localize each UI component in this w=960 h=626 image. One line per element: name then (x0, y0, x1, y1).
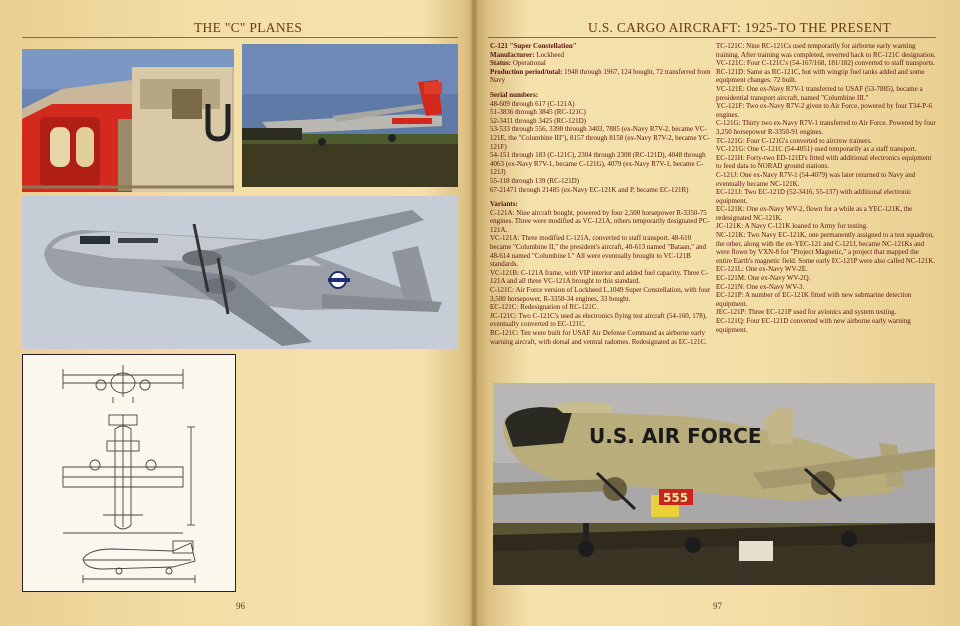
photo-aircraft-in-flight (22, 196, 458, 349)
text-column-right (716, 42, 936, 334)
variant-entry: EC-121M: One ex-Navy WV-2Q. (716, 274, 811, 283)
left-page-number: 96 (236, 601, 245, 611)
variants-list-left (490, 209, 712, 347)
variant-entry: RC-121C: Ten were built for USAF Air Defense Command as airborne early warning aircraft, with dorsal and ventral radomes. Redesignated as EC-121C. (490, 329, 707, 346)
fact-manufacturer: Manufacturer: Lockheed (490, 50, 564, 59)
left-header-rule (22, 37, 458, 38)
photo-aircraft-on-ramp (242, 44, 458, 187)
section-title: C-121 "Super Constellation" (490, 42, 577, 50)
serial-number-entry: 55-118 through 139 (RC-121D) (490, 176, 579, 185)
variant-entry: EC-121N: One ex-Navy WV-3. (716, 282, 805, 291)
variant-entry: VC-121C: Four C-121C's (54-167/168, 181/182) converted to staff transports. (716, 59, 935, 68)
serial-list (490, 100, 712, 195)
variant-entry: C-121A: Nine aircraft bought, powered by four 2,500 horsepower R-3350-75 engines. Three were modified as VC-121A, others temporarily designated PC-121A. (490, 208, 710, 234)
variant-entry: C-121G: Thirty two ex-Navy R7V-1 transferred to Air Force. Powered by four 3,250 horsepower R-3350-91 engines. (716, 119, 936, 136)
variant-entry: C-121J: One ex-Navy R7V-1 (54-4079) was later returned to Navy and eventually became NC-121K. (716, 170, 916, 188)
variant-entry: VC-121A: Three modified C-121A, converted to staff transport. 48-610 became "Columbine II," the president's aircraft, 48-613 named "Bataan," and 48-614 named "Columbine I." All were eventually brought to VC-121B standards. (490, 234, 707, 269)
variants-heading: Variants: (490, 200, 518, 209)
right-header-rule (488, 37, 936, 38)
variants-list-right (716, 42, 936, 334)
variant-entry: JEC-121P: Three EC-121P used for avionics and system testing. (716, 308, 897, 317)
serial-number-entry: 53-533 through 556, 3398 through 3403, 7885 (ex-Navy R7V-2, became VC-121E, the "Columbine III"), 8157 through 8158 (ex-Navy R7V-2, became YC-121F) (490, 125, 711, 151)
variant-entry: VC-121G: One C-121C (54-4051) used temporarily as a staff transport. (716, 145, 917, 154)
variant-entry: NC-121K: Two Navy EC-121K, one permanently assigned to a test squadron, the other, along with the ex-YEC-121 and C-121J, became NC-121Ks and were flown by VXN-8 for "Project Magnetic," a project that mapped the entire Earth's magnetic field. Some early EC-121P were also called NC-121K. (716, 231, 936, 265)
variant-entry: VC-121E: One ex-Navy R7V-1 transferred to USAF (53-7885), became a presidential transport aircraft, named "Columbine III." (716, 84, 923, 102)
right-page-header: U.S. CARGO AIRCRAFT: 1925-TO THE PRESENT (588, 20, 891, 35)
variant-entry: EC-121P: A number of EC-121K fitted with new submarine detection equipment. (716, 291, 912, 308)
text-column-left (490, 42, 712, 346)
variant-entry: EC-121H: Forty-two ED-121D's fitted with additional electronics equipment to feed data to NORAD ground stations. (716, 153, 932, 171)
serial-number-entry: 67-21471 through 21485 (ex-Navy EC-121K and P, became EC-121R) (490, 185, 689, 194)
variant-entry: EC-121Q: Four EC-121D converted with new airborne early warning equipment. (716, 317, 911, 334)
variant-entry: EC-121C: Redesignation of RC-121C. (490, 303, 599, 312)
variant-entry: EC-121J: Two EC-121D (52-3416, 55-137) with additional electronic equipment. (716, 188, 912, 205)
variant-entry: RC-121D: Same as RC-121C, but with wingtip fuel tanks added and some equipment changes. 72 built. (716, 67, 925, 85)
variant-entry: EC-121K: One ex-Navy WV-2, flown for a while as a YEC-121K, the redesignated NC-121K. (716, 205, 913, 222)
variant-entry: EC-121L: One ex-Navy WV-2E. (716, 265, 808, 274)
nose-number: 555 (663, 491, 689, 505)
photo-usaf-super-constellation (493, 383, 935, 585)
serial-heading: Serial numbers: (490, 90, 539, 99)
right-page-number: 97 (713, 601, 722, 611)
variant-entry: C-121C: Air Force version of Lockheed L.1049 Super Constellation, with four 3,500 horsepower, R-3350-34 engines, 33 bought. (490, 286, 711, 303)
variant-entry: YC-121F: Two ex-Navy R7V-2 given to Air Force, powered by four T34-P-6 engines. (716, 102, 932, 119)
variant-entry: TC-121G: Four C-121G's converted to aircrew trainers. (716, 136, 872, 145)
serial-number-entry: 51-3836 through 3845 (RC-121C) (490, 108, 586, 117)
photo-red-fuselage-door (22, 49, 234, 192)
fact-production: Production period/total: 1948 through 1967, 124 bought, 72 transferred from Navy (490, 67, 711, 85)
fact-status: Status: Operational (490, 59, 546, 68)
left-page-header: THE "C" PLANES (194, 20, 303, 35)
book-gutter (470, 0, 478, 626)
variant-entry: JC-121K: A Navy C-121K loaned to Army for testing. (716, 222, 868, 231)
serial-number-entry: 54-151 through 183 (C-121C), 2304 through 2308 (RC-121D), 4048 through 4063 (ex-Navy R7V-1, became C-121G), 4079 (ex-Navy R7V-1, became C-121J) (490, 151, 706, 177)
three-view-drawing (22, 354, 236, 592)
serial-number-entry: 52-3411 through 3425 (RC-121D) (490, 116, 586, 125)
serial-number-entry: 48-609 through 617 (C-121A) (490, 99, 575, 108)
variant-entry: VC-121B: C-121A frame, with VIP interior and added fuel capacity. Three C-121A and all three VC-121A brought to this standard. (490, 268, 709, 286)
variant-entry: JC-121C: Two C-121C's used as electronics flying test aircraft (54-160, 178), eventually converted to EC-121C. (490, 311, 707, 329)
fuselage-lettering: U.S. AIR FORCE (589, 424, 762, 448)
variant-entry: TC-121C: Nine RC-121Cs used temporarily for airborne early warning training. After training was completed, reverted back to RC-121C designation. (716, 42, 936, 59)
